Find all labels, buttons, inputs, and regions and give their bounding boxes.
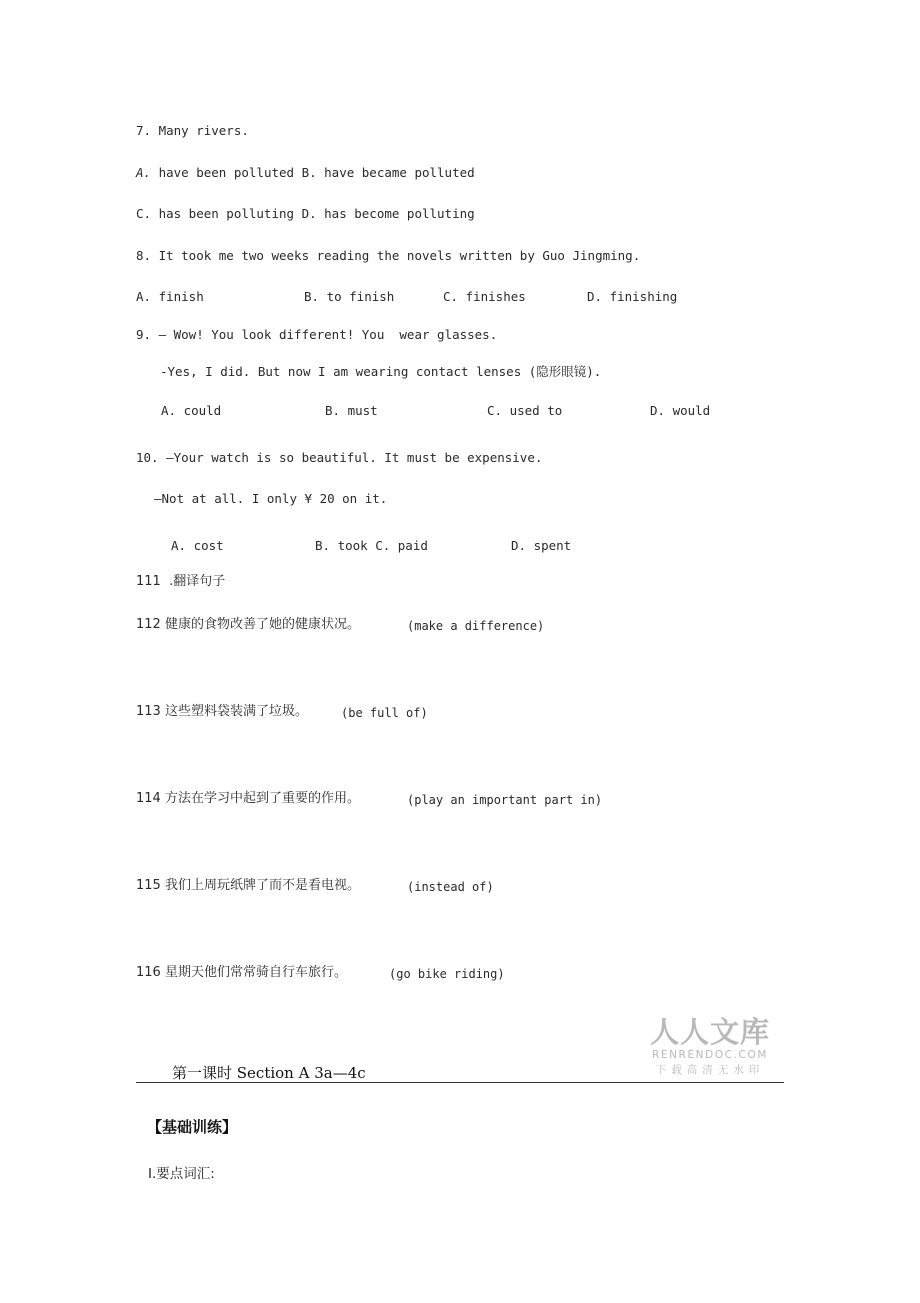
vocab-heading: Ⅰ.要点词汇: (148, 1166, 215, 1182)
translation-text: 方法在学习中起到了重要的作用。 (164, 791, 360, 806)
translation-num: 115 (136, 878, 161, 893)
q7-option-a-letter: A. (136, 165, 152, 180)
q7-options-ab (136, 165, 475, 181)
q10-option-d: D. spent (511, 538, 572, 553)
translation-item (136, 878, 360, 894)
translation-item (136, 965, 347, 981)
q7-option-ab-text: have been polluted B. have became polluted (151, 165, 475, 180)
q9-reply: -Yes, I did. But now I am wearing contact lenses (隐形眼镜). (160, 364, 602, 379)
q9-option-b: B. must (325, 403, 378, 418)
watermark-name: 人人文库 (649, 1015, 770, 1049)
translation-text: 星期天他们常常骑自行车旅行。 (164, 965, 347, 980)
q10-option-bc: B. took C. paid (315, 538, 428, 553)
translation-num: 116 (136, 965, 161, 980)
translation-hint: (be full of) (341, 706, 428, 720)
translation-hint: (play an important part in) (407, 793, 603, 807)
translation-item (136, 791, 360, 807)
section-divider (136, 1082, 784, 1083)
watermark-logo (646, 1016, 774, 1077)
section-title: 第一课时 Section A 3a—4c (172, 1064, 366, 1082)
q10-reply: —Not at all. I only ¥ 20 on it. (154, 491, 388, 506)
q9-option-c: C. used to (487, 403, 563, 418)
q9-stem: 9. — Wow! You look different! You wear glasses. (136, 327, 498, 342)
q8-option-d: D. finishing (587, 289, 678, 304)
q8-stem: 8. It took me two weeks reading the novels written by Guo Jingming. (136, 248, 641, 263)
q10-stem: 10. —Your watch is so beautiful. It must be expensive. (136, 450, 543, 465)
translation-text: 健康的食物改善了她的健康状况。 (164, 617, 360, 632)
translation-text: 这些塑料袋装满了垃圾。 (164, 704, 308, 719)
translation-text: 我们上周玩纸牌了而不是看电视。 (164, 878, 360, 893)
translation-item (136, 704, 308, 720)
watermark-domain: RENRENDOC.COM (651, 1049, 769, 1061)
translation-num: 112 (136, 617, 161, 632)
basic-training-heading: 【基础训练】 (147, 1118, 238, 1136)
q8-option-a: A. finish (136, 289, 204, 304)
q9-option-d: D. would (650, 403, 711, 418)
q8-option-c: C. finishes (443, 289, 526, 304)
translation-item (136, 617, 360, 633)
q7-options-cd: C. has been polluting D. has become polluting (136, 206, 475, 221)
translation-hint: (instead of) (407, 880, 494, 894)
q7-stem: 7. Many rivers. (136, 123, 249, 138)
q9-option-a: A. could (161, 403, 222, 418)
translation-header: 111 .翻译句子 (136, 574, 226, 589)
translation-hint: (make a difference) (407, 619, 545, 633)
translation-num: 113 (136, 704, 161, 719)
translation-hint: (go bike riding) (389, 967, 505, 981)
translation-num: 114 (136, 791, 161, 806)
q10-option-a: A. cost (171, 538, 224, 553)
watermark-tagline: 下载高清无水印 (655, 1064, 765, 1076)
q8-option-b: B. to finish (304, 289, 395, 304)
